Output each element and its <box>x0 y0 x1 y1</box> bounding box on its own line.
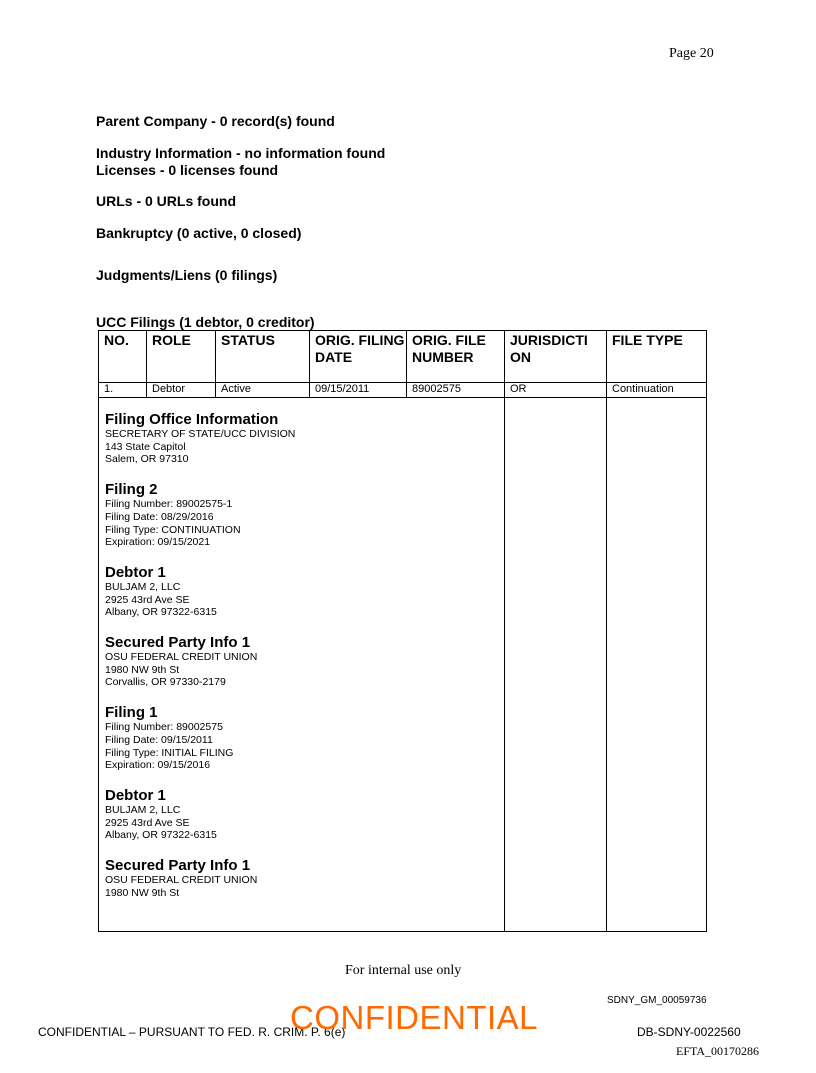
col-header-orig-file-number: ORIG. FILE NUMBER <box>407 331 505 383</box>
parent-company-heading: Parent Company - 0 record(s) found <box>96 113 335 129</box>
filing-2-block <box>105 482 504 549</box>
debtor-1b-city: Albany, OR 97322-6315 <box>105 829 217 842</box>
filing-1-date: Filing Date: 09/15/2011 <box>105 733 213 746</box>
filing-1-block <box>105 705 504 772</box>
filing-2-number: Filing Number: 89002575-1 <box>105 498 233 511</box>
internal-use-note: For internal use only <box>345 963 462 978</box>
col-header-jurisdiction: JURISDICTI ON <box>505 331 607 383</box>
table-header-row <box>99 331 707 383</box>
judgments-heading: Judgments/Liens (0 filings) <box>96 267 278 283</box>
urls-heading: URLs - 0 URLs found <box>96 193 236 209</box>
debtor-1b-title: Debtor 1 <box>105 786 166 804</box>
secured-party-1b-title: Secured Party Info 1 <box>105 857 251 875</box>
ucc-filings-table <box>98 330 707 932</box>
col-header-status: STATUS <box>216 331 310 383</box>
filing-office-city: Salem, OR 97310 <box>105 453 189 466</box>
bates-number-db: DB-SDNY-0022560 <box>637 1025 741 1039</box>
debtor-1a-name: BULJAM 2, LLC <box>105 580 181 593</box>
secured-party-1b-street: 1980 NW 9th St <box>105 886 180 899</box>
col-header-no: NO. <box>99 331 147 383</box>
col-header-role: ROLE <box>147 331 216 383</box>
cell-jurisdiction: OR <box>505 383 607 398</box>
filing-1-type: Filing Type: INITIAL FILING <box>105 746 234 759</box>
secured-party-1a-name: OSU FEDERAL CREDIT UNION <box>105 651 258 664</box>
cell-file-type: Continuation <box>607 383 707 398</box>
bates-number-efta: EFTA_00170286 <box>676 1044 760 1058</box>
cell-orig-file-number: 89002575 <box>407 383 505 398</box>
page-number: Page 20 <box>669 46 714 61</box>
debtor-1b-street: 2925 43rd Ave SE <box>105 816 190 829</box>
filing-1-expiration: Expiration: 09/15/2016 <box>105 759 211 772</box>
filing-2-expiration: Expiration: 09/15/2021 <box>105 536 211 549</box>
detail-file-type-cell <box>607 398 707 932</box>
col-header-orig-filing-date: ORIG. FILING DATE <box>310 331 407 383</box>
debtor-1b-name: BULJAM 2, LLC <box>105 803 181 816</box>
cell-no: 1. <box>99 383 147 398</box>
secured-party-1a-block <box>105 635 504 689</box>
filing-details-cell <box>99 398 505 932</box>
licenses-heading: Licenses - 0 licenses found <box>96 162 279 178</box>
ucc-filings-heading: UCC Filings (1 debtor, 0 creditor) <box>96 314 315 330</box>
filing-1-number: Filing Number: 89002575 <box>105 721 223 734</box>
filing-2-type: Filing Type: CONTINUATION <box>105 523 241 536</box>
secured-party-1a-title: Secured Party Info 1 <box>105 634 251 652</box>
filing-office-street: 143 State Capitol <box>105 440 186 453</box>
debtor-1a-street: 2925 43rd Ave SE <box>105 593 190 606</box>
detail-row <box>99 398 707 932</box>
cell-role: Debtor <box>147 383 216 398</box>
col-header-file-type: FILE TYPE <box>607 331 707 383</box>
secured-party-1a-city: Corvallis, OR 97330-2179 <box>105 676 226 689</box>
filing-1-title: Filing 1 <box>105 704 158 722</box>
confidential-notice: CONFIDENTIAL – PURSUANT TO FED. R. CRIM. P. 6(e) <box>38 1025 346 1039</box>
filing-2-title: Filing 2 <box>105 481 158 499</box>
debtor-1b-block <box>105 788 504 842</box>
industry-info-heading: Industry Information - no information found <box>96 145 386 161</box>
confidential-stamp: CONFIDENTIAL <box>290 999 539 1036</box>
filing-office-block <box>105 412 504 466</box>
bankruptcy-heading: Bankruptcy (0 active, 0 closed) <box>96 225 302 241</box>
filing-2-date: Filing Date: 08/29/2016 <box>105 510 214 523</box>
detail-jurisdiction-cell <box>505 398 607 932</box>
debtor-1a-city: Albany, OR 97322-6315 <box>105 606 217 619</box>
debtor-1a-title: Debtor 1 <box>105 563 166 581</box>
filing-office-name: SECRETARY OF STATE/UCC DIVISION <box>105 428 296 440</box>
secured-party-1a-street: 1980 NW 9th St <box>105 663 180 676</box>
bates-number-sdny-gm: SDNY_GM_00059736 <box>607 995 707 1006</box>
table-row <box>99 383 707 398</box>
cell-status: Active <box>216 383 310 398</box>
filing-office-title: Filing Office Information <box>105 411 279 428</box>
cell-orig-filing-date: 09/15/2011 <box>310 383 407 398</box>
secured-party-1b-name: OSU FEDERAL CREDIT UNION <box>105 874 258 887</box>
debtor-1a-block <box>105 565 504 619</box>
secured-party-1b-block <box>105 858 504 899</box>
